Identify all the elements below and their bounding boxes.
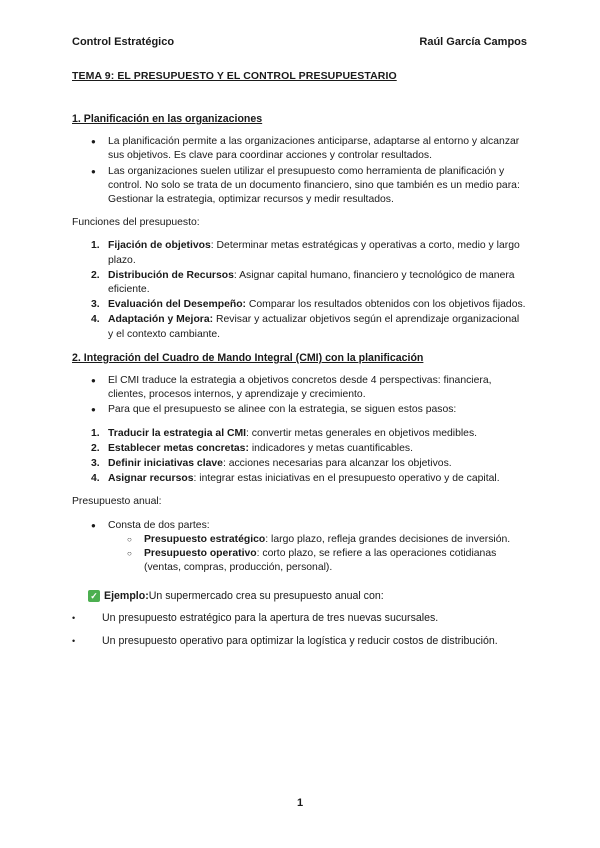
item-text: : corto plazo, se refiere a las operaciones cotidianas (ventas, compras, producción, personal). [144,548,497,574]
presupuesto-anual-label: Presupuesto anual: [72,496,162,508]
example-text: Un supermercado crea su presupuesto anual con: [148,590,384,603]
item-text: : integrar estas iniciativas en el presupuesto operativo y de capital. [193,473,500,485]
list-item [91,472,527,486]
item-number: 4. [91,314,100,326]
header-author: Raúl García Campos [419,36,527,48]
list-item [91,427,527,441]
section-1-heading: 1. Planificación en las organizaciones [72,113,263,125]
list-item [91,298,527,312]
item-number: 3. [91,458,100,470]
partes-list [108,533,527,576]
item-text: Revisar y actualizar objetivos según el aprendizaje organizacional y el contexto cambiante. [108,314,520,340]
item-number: 2. [91,269,100,281]
list-item: ● Para que el presupuesto se alinee con la estrategia, se siguen estos pasos: [108,403,527,417]
item-term: Asignar recursos [108,473,194,485]
item-term: Presupuesto operativo [144,548,257,560]
item-number: 2. [91,442,100,454]
list-item [91,442,527,456]
item-term: Presupuesto estratégico [144,533,266,545]
item-term: Definir iniciativas clave [108,458,223,470]
item-text: Comparar los resultados obtenidos con los objetivos fijados. [246,299,526,311]
item-text: indicadores y metas cuantificables. [248,442,413,454]
example-heading [88,589,527,603]
page-title: TEMA 9: EL PRESUPUESTO Y EL CONTROL PRESUPUESTARIO [72,70,397,82]
item-term: Adaptación y Mejora: [108,314,214,326]
list-item: ● El CMI traduce la estrategia a objetivos concretos desde 4 perspectivas: financiera, clientes, procesos internos, y aprendizaje y crecimiento. [108,374,527,402]
list-item: ● La planificación permite a las organizaciones anticiparse, adaptarse al entorno y alcanzar sus objetivos. Es clave para coordinar acciones y controlar resultados. [108,135,527,163]
list-item [91,239,527,267]
consta-list [72,519,527,576]
list-item [91,457,527,471]
list-item [108,519,527,576]
list-item: ● Las organizaciones suelen utilizar el presupuesto como herramienta de planificación y control. No solo se trata de un documento financiero, sino que también es un medio para: Gestionar la estrategia, optimizar recursos y medir resultados. [108,165,527,208]
funciones-label: Funciones del presupuesto: [72,217,200,229]
example-box [72,589,527,648]
item-term: Distribución de Recursos [108,269,234,281]
pasos-list [72,427,527,487]
check-mark-icon: ✓ [88,590,100,602]
item-text: : Determinar metas estratégicas y operativas a corto, medio y largo plazo. [108,240,520,266]
item-term: Traducir la estrategia al CMI [108,427,247,439]
list-item: • Un presupuesto operativo para optimizar la logística y reducir costos de distribución. [72,634,527,648]
item-number: 1. [91,240,100,252]
item-term: Evaluación del Desempeño: [108,299,247,311]
item-text: : Asignar capital humano, financiero y tecnológico de manera eficiente. [108,269,515,296]
item-number: 1. [91,427,100,439]
item-term: Fijación de objetivos [108,240,211,252]
section-1-bullets [72,135,527,207]
item-number: 3. [91,299,100,311]
item-number: 4. [91,473,100,485]
section-2-bullets [72,374,527,418]
list-item: • Un presupuesto estratégico para la apertura de tres nuevas sucursales. [72,611,527,625]
list-item [91,313,527,341]
list-item [144,547,527,575]
item-text: : convertir metas generales en objetivos medibles. [246,427,478,439]
example-label: Ejemplo: [104,590,149,603]
item-text: : acciones necesarias para alcanzar los objetivos. [222,458,452,470]
item-term: Establecer metas concretas: [108,442,249,454]
funciones-list [72,239,527,341]
section-2-heading: 2. Integración del Cuadro de Mando Integral (CMI) con la planificación [72,351,424,364]
page-number: 1 [296,797,304,809]
document-body [72,112,527,657]
list-item [91,269,527,297]
consta-text: Consta de dos partes: [108,519,210,531]
list-item [144,533,527,547]
header-course: Control Estratégico [72,36,175,48]
item-text: : largo plazo, refleja grandes decisiones de inversión. [265,533,511,545]
